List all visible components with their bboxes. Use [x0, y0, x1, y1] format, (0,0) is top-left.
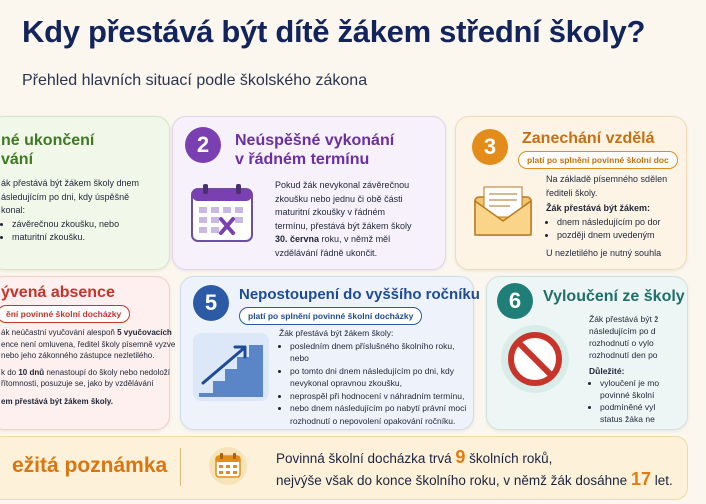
condition-badge: platí po splnění povinné školní docházky	[239, 307, 422, 325]
card-dropping-out	[455, 116, 687, 270]
note-title: ežitá poznámka	[12, 454, 168, 477]
card-number: 3	[472, 129, 508, 165]
page-subtitle: Přehled hlavních situací podle školského zákona	[22, 72, 368, 89]
card-number: 2	[185, 127, 221, 163]
calendar-icon	[208, 446, 248, 486]
card-text: ák přestává být žákem školy dnem ásledujícím po dni, kdy úspěšně konal: • závěrečnou zkoušku, nebo • maturitní zkoušku.	[1, 177, 171, 245]
card-text: ák neúčastní vyučování alespoň 5 vyučovacích ence není omluvena, ředitel školy písemně vyzve nebo jeho zákonného zástupce nezletilého. k do 10 dnů nenastoupí do školy nebo nedoloží řítomnosti, posuzuje se, jako by vzdělávání em přestává být žákem školy.	[1, 328, 176, 406]
card-title: ývená absence	[1, 284, 115, 301]
condition-badge: ění povinné školní docházky	[0, 305, 130, 323]
card-unexcused-absence	[0, 276, 176, 430]
card-expulsion	[486, 276, 688, 430]
card-not-advancing	[180, 276, 480, 430]
card-text: Pokud žák nevykonal závěrečnou zkoušku nebo jednu či obě části maturitní zkoušky v řádném termínu, přestává být žákem školy 30. června roku, v němž měl vzdělávání řádně ukončit.	[275, 180, 412, 258]
page-title: Kdy přestává být dítě žákem střední školy?	[22, 14, 646, 49]
condition-badge: platí po splnění povinné školní doc	[518, 151, 678, 169]
card-title: Nepostoupení do vyššího ročníku	[239, 286, 480, 303]
prohibition-icon	[499, 323, 571, 395]
card-text: Na základě písemného sdělen řediteli školy. Žák přestává být žákem: • dnem následujícím po dor • později dnem uvedeným U nezletilého je nutný souhla	[546, 173, 706, 260]
card-unsuccessful-exam	[172, 116, 446, 270]
note-divider	[180, 448, 181, 486]
envelope-icon	[472, 183, 534, 239]
card-successful-completion	[0, 116, 170, 270]
calendar-x-icon	[189, 181, 255, 243]
note-text: Povinná školní docházka trvá 9 školních roků, nejvýše však do konce školního roku, v němž žák dosáhne 17 let.	[276, 447, 673, 489]
card-text: Žák přestává být žákem školy: • posledním dnem příslušného školního roku, nebo • po tomto dni dnem následujícím po dni, kdy nevykonal opravnou zkoušku, • neprospěl při hodnocení v náhradním termínu, • nebo dnem následujícím po nabytí právní moci rozhodnutí o nepovolení opakování ročníku.	[279, 327, 469, 427]
card-title: Neúspěšné vykonání v řádném termínu	[235, 132, 395, 168]
stairs-icon	[191, 331, 271, 403]
card-title: Vyloučení ze školy	[543, 288, 685, 305]
card-title: Zanechání vzdělá	[522, 130, 655, 147]
card-number: 6	[497, 283, 533, 319]
card-text: Žák přestává být ž následujícím po d rozhodnutí o vylo rozhodnutí den po Důležité: • vyloučení je mo povinné školní • podmíněné vyl status žáka ne	[589, 313, 699, 425]
card-number: 5	[193, 285, 229, 321]
card-title: né ukončení vání	[1, 132, 95, 168]
